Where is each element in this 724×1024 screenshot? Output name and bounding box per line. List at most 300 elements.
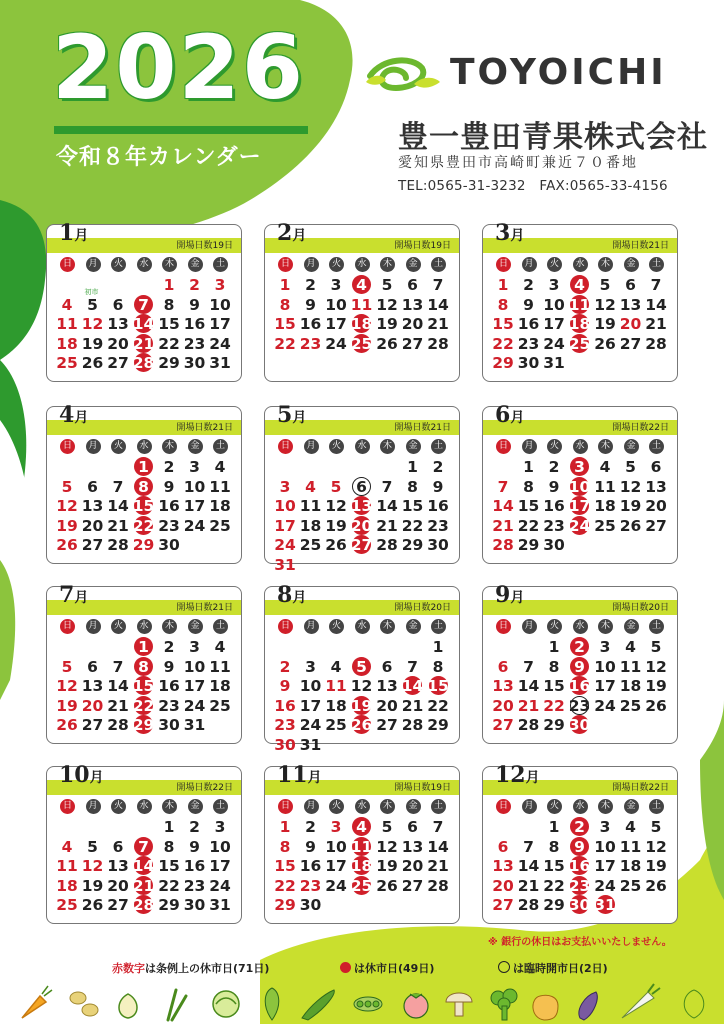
weekday-label: 水 (137, 257, 152, 272)
calendar-day: 30 (568, 716, 591, 734)
calendar-day: 16 (183, 315, 206, 333)
calendar-day: 3 (548, 276, 560, 294)
calendar-day: 1 (523, 458, 534, 476)
calendar-day: 18 (325, 696, 347, 715)
calendar-day: 3 (599, 818, 611, 836)
calendar-day: 12 (376, 837, 398, 856)
calendar-day: 15 (158, 857, 180, 875)
calendar-day: 12 (81, 315, 104, 333)
calendar-day: 28 (492, 536, 514, 554)
month-3 (482, 220, 678, 382)
calendar-day: 14 (517, 857, 540, 875)
calendar-day: 17 (209, 315, 231, 333)
calendar-day: 27 (645, 516, 667, 535)
calendar-day: 2 (523, 276, 534, 294)
legend-special (498, 960, 608, 976)
calendar-day: 19 (376, 315, 398, 333)
calendar-day: 8 (523, 477, 534, 496)
calendar-day: 8 (279, 837, 291, 856)
weekday-label: 木 (380, 439, 395, 454)
calendar-day: 26 (350, 716, 373, 734)
calendar-day: 25 (619, 876, 642, 895)
bank-holiday-note: ※ 銀行の休日はお支払いいたしません。 (488, 937, 672, 948)
month-suffix: 月 (89, 770, 104, 786)
calendar-day: 12 (56, 677, 78, 695)
calendar-day: 14 (645, 295, 667, 314)
calendar-day: 3 (305, 657, 316, 676)
calendar-day: 20 (107, 334, 129, 353)
calendar-day: 15 (543, 857, 565, 875)
calendar-day: 28 (132, 896, 155, 914)
calendar-day: 5 (625, 458, 636, 476)
calendar-day: 20 (401, 315, 424, 333)
calendar-day: 9 (305, 295, 316, 314)
calendar-day: 8 (132, 657, 156, 677)
calendar-day: 17 (325, 315, 347, 333)
tomato-icon (404, 994, 428, 1018)
calendar-day: 18 (209, 677, 231, 695)
calendar-day: 28 (107, 536, 129, 554)
calendar-day: 5 (599, 276, 611, 294)
potato-icon (70, 992, 98, 1016)
legend-red-numbers (112, 960, 269, 976)
calendar-day: 6 (407, 818, 418, 836)
calendar-day: 28 (107, 716, 129, 734)
calendar-day: 13 (81, 497, 104, 515)
calendar-day: 14 (107, 497, 129, 515)
carrot-icon (22, 986, 52, 1018)
calendar-day: 10 (594, 657, 616, 676)
month-number: 6 (495, 402, 511, 428)
calendar-day: 27 (492, 716, 514, 734)
calendar-day: 1 (132, 457, 156, 477)
calendar-day: 21 (132, 334, 155, 353)
calendar-day: 25 (350, 876, 373, 895)
weekday-label: 水 (573, 799, 588, 814)
weekday-label: 日 (278, 619, 293, 634)
calendar-day: 26 (376, 876, 398, 895)
weekday-label: 土 (649, 799, 664, 814)
onion-icon (119, 994, 137, 1018)
calendar-day: 6 (497, 837, 509, 856)
calendar-day: 2 (163, 638, 175, 656)
calendar-day: 8 (407, 477, 418, 496)
calendar-day: 6 (350, 477, 374, 497)
calendar-day: 27 (81, 536, 104, 554)
open-days-count: 開場日数21日 (176, 603, 233, 613)
month-name (277, 219, 306, 250)
calendar-day: 22 (543, 696, 565, 715)
weekday-label: 日 (60, 799, 75, 814)
calendar-day: 25 (209, 516, 231, 535)
calendar-day: 6 (87, 477, 98, 496)
calendar-day: 11 (299, 497, 322, 515)
calendar-day: 23 (427, 516, 449, 535)
calendar-day: 6 (650, 458, 662, 476)
calendar-day: 27 (401, 334, 424, 353)
calendar-day: 20 (492, 876, 514, 895)
calendar-day: 19 (645, 677, 667, 695)
calendar-day: 22 (274, 876, 296, 895)
calendar-day: 15 (132, 677, 155, 695)
calendar-day: 4 (350, 275, 374, 295)
calendar-day: 13 (492, 677, 514, 695)
calendar-day: 30 (183, 354, 206, 372)
calendar-day: 7 (381, 477, 393, 496)
calendar-day: 14 (132, 315, 155, 333)
weekday-label: 木 (598, 257, 613, 272)
calendar-day: 1 (163, 276, 175, 294)
calendar-day: 4 (305, 477, 316, 496)
brand-name: TOYOICHI (450, 52, 667, 93)
calendar-day: 9 (568, 837, 592, 857)
weekday-label: 金 (188, 257, 203, 272)
calendar-day: 16 (274, 696, 296, 715)
month-number: 5 (277, 402, 293, 428)
calendar-day: 5 (330, 477, 342, 496)
first-market-note: 初市 (84, 287, 99, 296)
month-name (495, 219, 524, 250)
edamame-icon (354, 997, 382, 1011)
calendar-day: 25 (350, 334, 373, 353)
calendar-day: 3 (189, 458, 200, 476)
calendar-subtitle: 令和８年カレンダー (56, 145, 262, 170)
month-suffix: 月 (307, 770, 322, 786)
calendar-day: 12 (619, 477, 642, 496)
calendar-day: 1 (279, 818, 291, 836)
mushroom-icon (446, 993, 472, 1016)
calendar-day: 22 (401, 516, 424, 535)
calendar-day: 19 (81, 334, 104, 353)
calendar-day: 10 (209, 837, 231, 856)
month-number: 2 (277, 220, 293, 246)
calendar-day: 31 (594, 896, 616, 914)
weekday-label: 木 (380, 619, 395, 634)
weekday-label: 木 (162, 257, 177, 272)
calendar-day: 20 (401, 857, 424, 875)
weekday-label: 月 (86, 619, 101, 634)
month-number: 7 (59, 582, 75, 608)
calendar-day: 11 (325, 677, 347, 695)
calendar-day: 6 (112, 837, 124, 856)
month-suffix: 月 (510, 410, 525, 426)
calendar-day: 11 (209, 477, 231, 496)
calendar-day: 17 (568, 497, 591, 515)
calendar-day: 1 (548, 638, 560, 656)
calendar-day: 1 (279, 276, 291, 294)
calendar-day: 7 (132, 837, 156, 857)
calendar-day: 14 (427, 837, 449, 856)
calendar-day: 12 (376, 295, 398, 314)
calendar-day: 9 (189, 295, 200, 314)
calendar-day: 25 (325, 716, 347, 734)
calendar-day: 16 (517, 315, 540, 333)
calendar-day: 19 (56, 696, 78, 715)
calendar-day: 8 (548, 657, 560, 676)
calendar-day: 29 (492, 354, 514, 372)
calendar-day: 10 (183, 477, 206, 496)
calendar-day: 31 (209, 354, 231, 372)
legend-closed (340, 960, 434, 976)
calendar-day: 17 (209, 857, 231, 875)
calendar-day: 24 (325, 334, 347, 353)
calendar-day: 30 (517, 354, 540, 372)
calendar-day: 29 (517, 536, 540, 554)
company-phone: TEL:0565-31-3232 FAX:0565-33-4156 (398, 178, 668, 194)
weekday-label: 水 (137, 799, 152, 814)
weekday-label: 木 (380, 799, 395, 814)
calendar-day: 16 (568, 857, 591, 875)
calendar-day: 30 (158, 536, 180, 554)
calendar-day: 29 (158, 354, 180, 372)
weekday-label: 金 (406, 257, 421, 272)
calendar-day: 10 (299, 677, 322, 695)
calendar-day: 3 (330, 818, 342, 836)
weekday-label: 火 (547, 439, 562, 454)
calendar-day: 3 (279, 477, 291, 496)
calendar-day: 28 (427, 334, 449, 353)
calendar-day: 27 (376, 716, 398, 734)
calendar-day: 24 (209, 334, 231, 353)
calendar-day: 21 (492, 516, 514, 535)
weekday-label: 月 (86, 799, 101, 814)
calendar-day: 7 (112, 477, 124, 496)
calendar-day: 26 (56, 716, 78, 734)
calendar-day: 22 (132, 696, 155, 715)
open-days-count: 開場日数21日 (612, 241, 669, 251)
calendar-day: 20 (107, 876, 129, 895)
calendar-day: 30 (299, 896, 322, 914)
weekday-label: 火 (329, 619, 344, 634)
calendar-day: 9 (163, 477, 175, 496)
month-number: 11 (277, 762, 308, 788)
weekday-label: 月 (304, 619, 319, 634)
weekday-label: 火 (111, 439, 126, 454)
legend-red-text: は条例上の休市日(71日) (145, 962, 270, 975)
legend-special-text: は臨時開市日(2日) (513, 962, 608, 975)
weekday-label: 金 (188, 619, 203, 634)
calendar-day: 26 (645, 696, 667, 715)
calendar-day: 27 (107, 354, 129, 372)
calendar-day: 17 (183, 497, 206, 515)
calendar-day: 10 (568, 477, 591, 496)
weekday-label: 金 (188, 799, 203, 814)
calendar-day: 22 (427, 696, 449, 715)
calendar-day: 13 (107, 315, 129, 333)
calendar-day: 17 (543, 315, 565, 333)
weekday-label: 水 (355, 439, 370, 454)
weekday-label: 金 (188, 439, 203, 454)
calendar-day: 4 (599, 458, 611, 476)
calendar-day: 14 (517, 677, 540, 695)
calendar-day: 1 (163, 818, 175, 836)
calendar-day: 31 (543, 354, 565, 372)
calendar-day: 28 (645, 334, 667, 353)
weekday-label: 金 (406, 619, 421, 634)
calendar-day: 10 (543, 295, 565, 314)
weekday-label: 水 (355, 799, 370, 814)
calendar-day: 11 (619, 657, 642, 676)
month-suffix: 月 (525, 770, 540, 786)
calendar-day: 11 (56, 315, 78, 333)
calendar-day: 27 (492, 896, 514, 914)
month-suffix: 月 (74, 590, 89, 606)
asparagus-icon (168, 990, 186, 1020)
calendar-day: 7 (112, 657, 124, 676)
calendar-day: 22 (132, 516, 155, 535)
calendar-day: 7 (407, 657, 418, 676)
calendar-day: 1 (132, 637, 156, 657)
calendar-day: 18 (56, 334, 78, 353)
calendar-day: 25 (594, 516, 616, 535)
calendar-day: 10 (274, 497, 296, 515)
month-suffix: 月 (74, 410, 89, 426)
calendar-day: 2 (305, 818, 316, 836)
weekday-label: 火 (547, 257, 562, 272)
calendar-day: 26 (56, 536, 78, 554)
weekday-label: 金 (406, 799, 421, 814)
calendar-day: 2 (163, 458, 175, 476)
calendar-day: 8 (432, 657, 444, 676)
calendar-day: 20 (81, 516, 104, 535)
calendar-day: 18 (619, 677, 642, 695)
weekday-label: 木 (598, 619, 613, 634)
calendar-day: 16 (158, 677, 180, 695)
calendar-day: 2 (279, 657, 291, 676)
calendar-day: 29 (274, 896, 296, 914)
calendar-day: 26 (81, 896, 104, 914)
calendar-day: 15 (158, 315, 180, 333)
month-number: 1 (59, 220, 75, 246)
calendar-day: 19 (376, 857, 398, 875)
calendar-day: 4 (350, 817, 374, 837)
calendar-day: 2 (432, 458, 444, 476)
calendar-day: 6 (112, 295, 124, 314)
calendar-day: 4 (330, 657, 342, 676)
calendar-day: 28 (427, 876, 449, 895)
calendar-day: 8 (497, 295, 509, 314)
month-12 (482, 762, 678, 924)
weekday-label: 木 (598, 439, 613, 454)
calendar-day: 8 (279, 295, 291, 314)
weekday-label: 水 (573, 439, 588, 454)
calendar-day: 13 (492, 857, 514, 875)
calendar-day: 11 (350, 295, 373, 314)
calendar-day: 7 (523, 657, 534, 676)
calendar-day: 19 (56, 516, 78, 535)
weekday-label: 火 (111, 619, 126, 634)
open-days-count: 開場日数22日 (612, 423, 669, 433)
calendar-day: 21 (132, 876, 155, 895)
broccoli-icon (491, 989, 517, 1020)
cabbage-icon (213, 991, 239, 1017)
calendar-day: 12 (56, 497, 78, 515)
calendar-day: 12 (594, 295, 616, 314)
calendar-day: 11 (56, 857, 78, 875)
weekday-label: 月 (522, 257, 537, 272)
month-suffix: 月 (292, 410, 307, 426)
calendar-day: 28 (517, 896, 540, 914)
month-name (59, 761, 104, 792)
weekday-label: 火 (329, 799, 344, 814)
month-4 (46, 402, 242, 564)
weekday-label: 土 (213, 439, 228, 454)
calendar-day: 7 (132, 295, 156, 315)
calendar-day: 23 (299, 334, 322, 353)
calendar-day: 28 (401, 716, 424, 734)
calendar-day: 9 (163, 657, 175, 676)
calendar-day: 27 (81, 716, 104, 734)
calendar-day: 22 (517, 516, 540, 535)
open-days-count: 開場日数19日 (394, 783, 451, 793)
calendar-day: 16 (183, 857, 206, 875)
open-days-count: 開場日数20日 (394, 603, 451, 613)
calendar-day: 1 (407, 458, 418, 476)
calendar-day: 11 (209, 657, 231, 676)
calendar-day: 2 (305, 276, 316, 294)
month-number: 8 (277, 582, 293, 608)
calendar-day: 20 (645, 497, 667, 515)
calendar-day: 13 (81, 677, 104, 695)
calendar-day: 28 (376, 536, 398, 554)
calendar-day: 12 (81, 857, 104, 875)
weekday-label: 水 (355, 619, 370, 634)
month-suffix: 月 (292, 228, 307, 244)
calendar-day: 17 (183, 677, 206, 695)
month-name (59, 401, 88, 432)
calendar-day: 19 (619, 497, 642, 515)
calendar-day: 17 (594, 677, 616, 695)
company-address: 愛知県豊田市高崎町兼近７０番地 (398, 155, 638, 171)
calendar-day: 10 (183, 657, 206, 676)
calendar-day: 3 (599, 638, 611, 656)
calendar-day: 24 (299, 716, 322, 734)
month-number: 12 (495, 762, 526, 788)
calendar-day: 5 (350, 657, 374, 677)
calendar-day: 18 (56, 876, 78, 895)
weekday-label: 日 (496, 619, 511, 634)
weekday-label: 月 (522, 799, 537, 814)
calendar-day: 7 (497, 477, 509, 496)
month-7 (46, 582, 242, 744)
calendar-day: 23 (183, 334, 206, 353)
calendar-day: 15 (132, 497, 155, 515)
calendar-day: 6 (407, 276, 418, 294)
calendar-day: 23 (183, 876, 206, 895)
year-underline (54, 126, 308, 134)
month-number: 10 (59, 762, 90, 788)
calendar-day: 18 (568, 315, 591, 333)
month-suffix: 月 (510, 228, 525, 244)
month-name (495, 581, 524, 612)
month-2 (264, 220, 460, 382)
calendar-day: 6 (87, 657, 98, 676)
calendar-day: 9 (189, 837, 200, 856)
weekday-label: 火 (329, 439, 344, 454)
calendar-day: 10 (594, 837, 616, 856)
calendar-day: 18 (299, 516, 322, 535)
month-11 (264, 762, 460, 924)
calendar-day: 16 (299, 315, 322, 333)
calendar-day: 22 (158, 334, 180, 353)
month-suffix: 月 (74, 228, 89, 244)
calendar-day: 18 (594, 497, 616, 515)
calendar-day: 4 (625, 818, 636, 836)
weekday-label: 水 (137, 439, 152, 454)
calendar-day: 3 (214, 276, 226, 294)
calendar-day: 14 (107, 677, 129, 695)
calendar-day: 14 (132, 857, 155, 875)
